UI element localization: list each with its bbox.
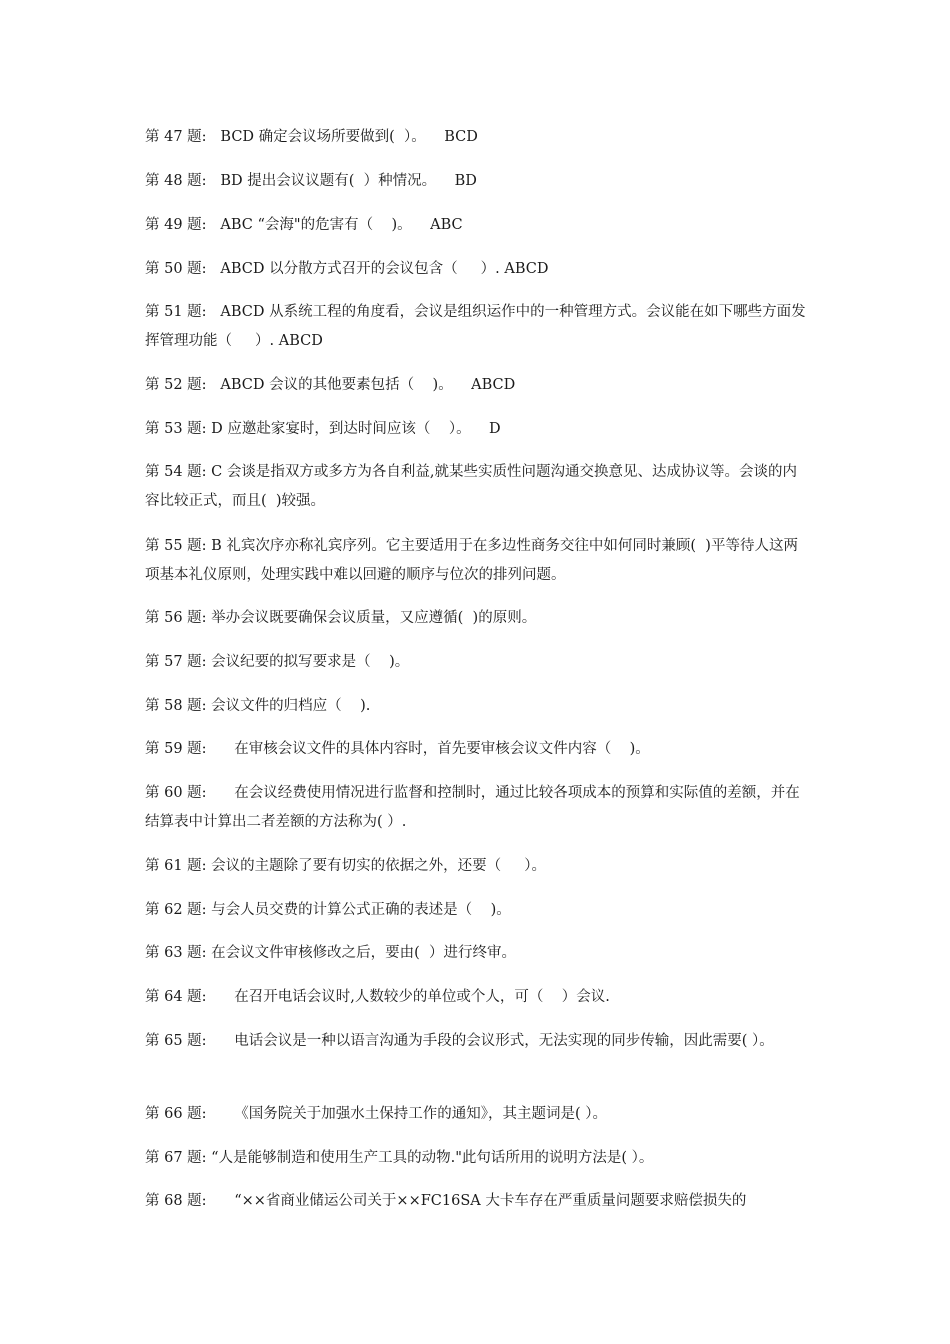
question-text: BCD 确定会议场所要做到( ）。 BCD — [206, 129, 478, 145]
question-51 — [145, 298, 810, 356]
question-53 — [145, 415, 810, 444]
question-number: 第 48 题: — [145, 173, 207, 189]
question-number: 第 59 题: — [145, 741, 207, 757]
question-59 — [145, 735, 810, 764]
question-text: B 礼宾次序亦称礼宾序列。它主要适用于在多边性商务交往中如何同时兼顾( )平等待人这两项基本礼仪原则，处理实践中难以回避的顺序与位次的排列问题。 — [145, 538, 798, 583]
question-number: 第 57 题: — [145, 654, 207, 670]
question-number: 第 54 题: — [145, 464, 207, 480]
question-text: D 应邀赴家宴时，到达时间应该（ ）。 D — [206, 421, 501, 437]
question-50 — [145, 255, 810, 284]
question-text: 会议文件的归档应（ ). — [206, 698, 371, 714]
question-number: 第 51 题: — [145, 304, 207, 320]
question-number: 第 65 题: — [145, 1033, 207, 1049]
question-number: 第 60 题: — [145, 785, 207, 801]
question-text: ABCD 从系统工程的角度看，会议是组织运作中的一种管理方式。会议能在如下哪些方面发挥管理功能（ ）. ABCD — [145, 304, 806, 349]
question-text: 会议的主题除了要有切实的依据之外，还要（ ）。 — [206, 858, 546, 874]
question-66 — [145, 1100, 810, 1129]
question-number: 第 67 题: — [145, 1150, 207, 1166]
question-text: 电话会议是一种以语言沟通为手段的会议形式，无法实现的同步传输，因此需要( ）。 — [206, 1033, 774, 1049]
question-text: BD 提出会议议题有( ）种情况。 BD — [206, 173, 477, 189]
question-number: 第 47 题: — [145, 129, 207, 145]
question-text: 《国务院关于加强水土保持工作的通知》，其主题词是( ）。 — [206, 1106, 607, 1122]
question-57 — [145, 648, 810, 677]
question-number: 第 68 题: — [145, 1193, 207, 1209]
question-number: 第 55 题: — [145, 538, 207, 554]
question-text: 在会议经费使用情况进行监督和控制时，通过比较各项成本的预算和实际值的差额，并在结算表中计算出二者差额的方法称为( ）. — [145, 785, 800, 830]
question-64 — [145, 983, 810, 1012]
question-number: 第 50 题: — [145, 261, 207, 277]
question-number: 第 53 题: — [145, 421, 207, 437]
question-text: 在会议文件审核修改之后，要由( ）进行终审。 — [206, 945, 517, 961]
question-63 — [145, 939, 810, 968]
question-number: 第 56 题: — [145, 610, 207, 626]
question-text: C 会谈是指双方或多方为各自利益,就某些实质性问题沟通交换意见、达成协议等。会谈的内容比较正式，而且( )较强。 — [145, 464, 797, 509]
question-number: 第 66 题: — [145, 1106, 207, 1122]
question-60 — [145, 779, 810, 837]
question-47 — [145, 123, 810, 152]
question-text: 会议纪要的拟写要求是（ )。 — [206, 654, 410, 670]
question-number: 第 52 题: — [145, 377, 207, 393]
question-number: 第 64 题: — [145, 989, 207, 1005]
question-65 — [145, 1027, 810, 1056]
question-number: 第 61 题: — [145, 858, 207, 874]
question-number: 第 58 题: — [145, 698, 207, 714]
question-62 — [145, 896, 810, 925]
question-text: ABCD 以分散方式召开的会议包含（ ）. ABCD — [206, 261, 549, 277]
question-48 — [145, 167, 810, 196]
question-49 — [145, 211, 810, 240]
question-text: ABCD 会议的其他要素包括（ )。 ABCD — [206, 377, 516, 393]
question-number: 第 62 题: — [145, 902, 207, 918]
question-number: 第 63 题: — [145, 945, 207, 961]
question-text: 举办会议既要确保会议质量，又应遵循( )的原则。 — [206, 610, 537, 626]
question-text: 在审核会议文件的具体内容时，首先要审核会议文件内容（ )。 — [206, 741, 650, 757]
question-55 — [145, 532, 810, 590]
question-text: 与会人员交费的计算公式正确的表述是（ )。 — [206, 902, 511, 918]
question-text: “××省商业储运公司关于××FC16SA 大卡车存在严重质量问题要求赔偿损失的 — [206, 1193, 747, 1209]
question-52 — [145, 371, 810, 400]
question-number: 第 49 题: — [145, 217, 207, 233]
question-text: ABC “会海"的危害有（ )。 ABC — [206, 217, 463, 233]
question-67 — [145, 1144, 810, 1173]
question-58 — [145, 692, 810, 721]
question-56 — [145, 604, 810, 633]
question-54 — [145, 458, 810, 516]
question-68 — [145, 1187, 810, 1216]
question-61 — [145, 852, 810, 881]
question-text: “人是能够制造和使用生产工具的动物."此句话所用的说明方法是( ）。 — [206, 1150, 654, 1166]
question-text: 在召开电话会议时,人数较少的单位或个人，可（ ）会议. — [206, 989, 610, 1005]
